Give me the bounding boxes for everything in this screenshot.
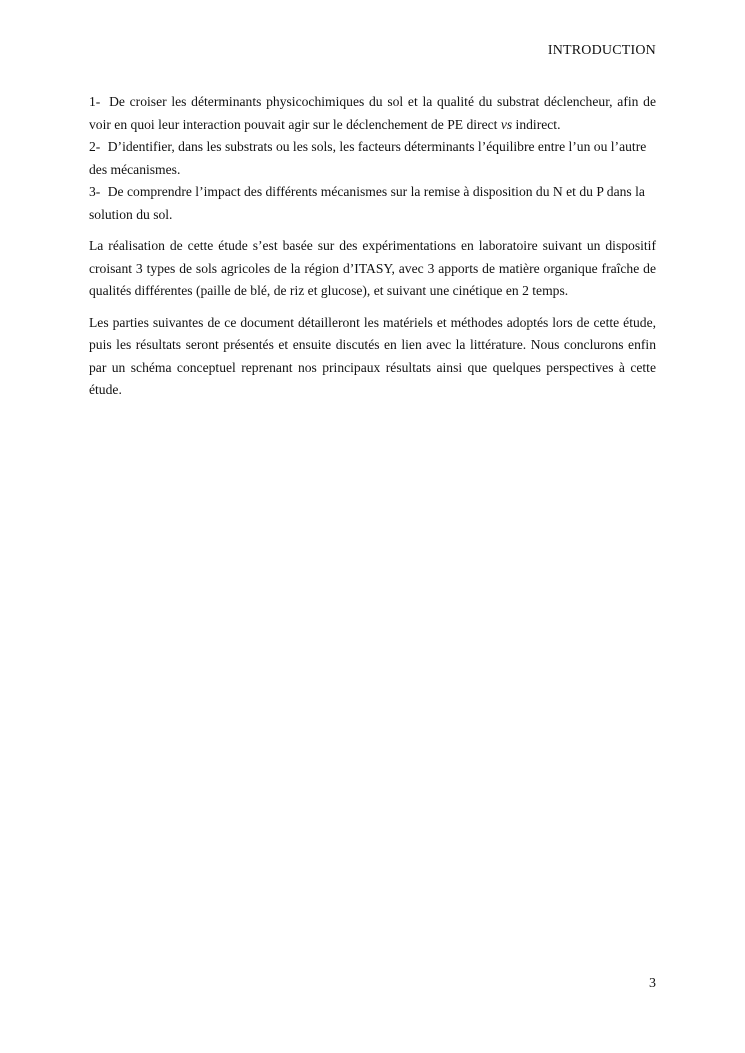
objective-text: De croiser les déterminants physicochimiques du sol et la qualité du substrat déclencheur, afin de voir en quoi leur interaction pouvait agir sur le déclenchement de PE direct [89,94,656,132]
objective-item-1 [89,91,656,136]
objective-number: 2- [89,139,101,154]
objective-text: D’identifier, dans les substrats ou les sols, les facteurs déterminants l’équilibre entre l’un ou l’autre des mécanismes. [89,139,647,177]
objective-number: 1- [89,94,101,109]
objective-italic-term: vs [500,116,513,132]
objective-item-3 [89,181,656,226]
objective-item-2 [89,136,656,181]
page-number: 3 [649,976,656,991]
paragraph-outline: Les parties suivantes de ce document détailleront les matériels et méthodes adoptés lors de cette étude, puis les résultats seront présentés et ensuite discutés en lien avec la littérature. Nous conclurons enfin par un schéma conceptuel reprenant nos principaux résultats ainsi que quelques perspectives à cette étude. [89,314,656,397]
objective-text: De comprendre l’impact des différents mécanismes sur la remise à disposition du N et du P dans la solution du sol. [89,184,645,222]
section-header: INTRODUCTION [547,43,656,58]
objective-text-end: indirect. [512,116,561,132]
objective-number: 3- [89,184,101,199]
body-text [89,91,656,402]
paragraph-methodology: La réalisation de cette étude s’est basée sur des expérimentations en laboratoire suivant un dispositif croisant 3 types de sols agricoles de la région d’ITASY, avec 3 apports de matière organique fraîche de qualités différentes (paille de blé, de riz et glucose), et suivant une cinétique en 2 temps. [89,238,656,298]
objectives-list [89,91,656,226]
